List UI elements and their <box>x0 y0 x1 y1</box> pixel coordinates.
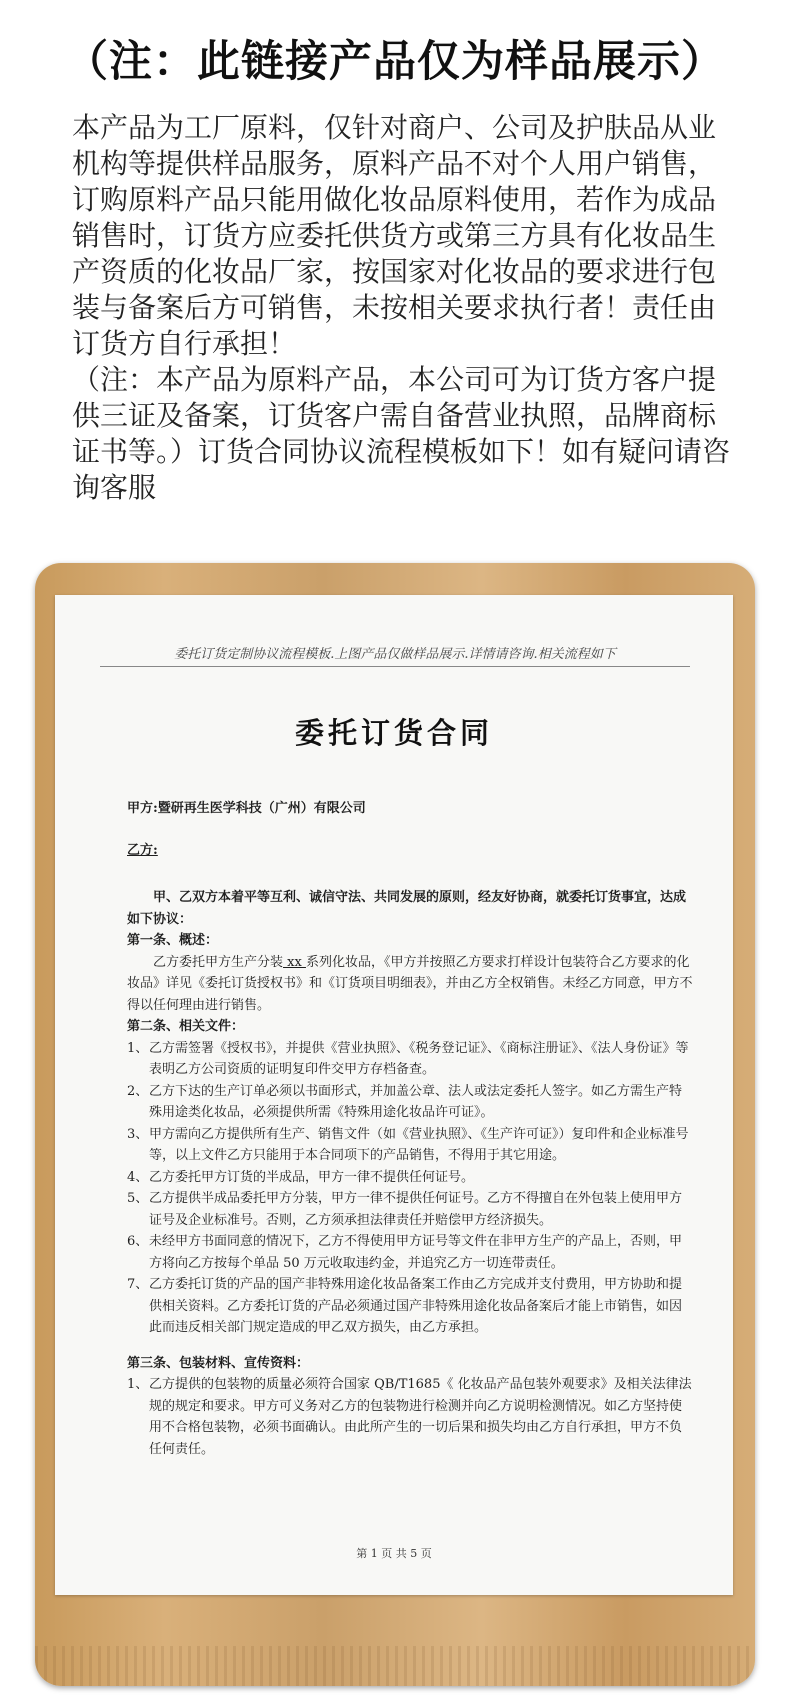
document-body <box>127 798 693 1460</box>
item-number: 1、 <box>127 1377 149 1392</box>
article-3-heading: 第三条、包装材料、宣传资料： <box>127 1355 310 1371</box>
party-b: 乙方: <box>127 842 158 858</box>
article-1-heading: 第一条、概述： <box>127 933 219 948</box>
item-text: 乙方提供的包装物的质量必须符合国家 QB/T1685《 化妆品产品包装外观要求》及相关法律法规的规定和要求。甲方可义务对乙方的包装物进行检测并向乙方说明检测情况。如乙方坚持使用不合格包装物，必须书面确认。由此所产生的一切后果和损失均由乙方自行承担，甲方不负任何责任。 <box>149 1377 692 1457</box>
document-header: 委托订货定制协议流程模板.上图产品仅做样品展示.详情请咨询.相关流程如下 <box>100 643 690 667</box>
document-title: 委托订货合同 <box>294 716 493 750</box>
item-text: 甲方需向乙方提供所有生产、销售文件（如《营业执照》、《生产许可证》）复印件和企业标准号等，以上文件乙方只能用于本合同项下的产品销售，不得用于其它用途。 <box>149 1126 689 1163</box>
article-2-heading: 第二条、相关文件： <box>127 1019 245 1034</box>
item-number: 4、 <box>127 1169 149 1185</box>
intro-paragraph-2: （注：本产品为原料产品，本公司可为订货方客户提供三证及备案，订货客户需自备营业执照，品牌商标证书等。）订货合同协议流程模板如下！如有疑问请咨询客服 <box>72 363 731 504</box>
item-text: 乙方提供半成品委托甲方分装，甲方一律不提供任何证号。乙方不得擅自在外包装上使用甲方证号及企业标准号。否则，乙方须承担法律责任并赔偿甲方经济损失。 <box>149 1191 683 1228</box>
item-number: 7、 <box>127 1277 149 1292</box>
item-number: 2、 <box>127 1083 149 1099</box>
item-text: 乙方下达的生产订单必须以书面形式，并加盖公章、法人或法定委托人签字。如乙方需生产特殊用途类化妆品，必须提供所需《特殊用途化妆品许可证》。 <box>149 1083 683 1120</box>
item-number: 6、 <box>127 1234 149 1249</box>
item-number: 3、 <box>127 1126 149 1142</box>
item-text: 未经甲方书面同意的情况下，乙方不得使用甲方证号等文件在非甲方生产的产品上，否则，甲方将向乙方按每个单品 50 万元收取违约金，并追究乙方一切连带责任。 <box>149 1234 683 1271</box>
intro-text <box>72 110 732 506</box>
article-1-text-before: 乙方委托甲方生产分装 <box>153 954 284 970</box>
item-text: 乙方需签署《授权书》，并提供《营业执照》、《税务登记证》、《商标注册证》、《法人身份证》等表明乙方公司资质的证明复印件交甲方存档备查。 <box>149 1040 689 1077</box>
article-2-item <box>127 1038 693 1081</box>
article-1-blank: xx <box>283 954 306 970</box>
item-number: 1、 <box>127 1040 149 1056</box>
article-1-text <box>127 952 693 1017</box>
party-a: 甲方:暨研再生医学科技（广州）有限公司 <box>127 801 366 816</box>
intro-paragraph-1: 本产品为工厂原料，仅针对商户、公司及护肤品从业机构等提供样品服务，原料产品不对个人用户销售，订购原料产品只能用做化妆品原料使用，若作为成品销售时，订货方应委托供货方或第三方具有化妆品生产资质的化妆品厂家，按国家对化妆品的要求进行包装与备案后方可销售，未按相关要求执行者！责任由订货方自行承担！ <box>72 111 717 360</box>
article-2-item <box>127 1124 693 1167</box>
article-2-item <box>127 1274 693 1339</box>
article-3-item <box>127 1374 693 1460</box>
article-2-item <box>127 1188 693 1231</box>
item-text: 乙方委托甲方订货的半成品，甲方一律不提供任何证号。 <box>149 1169 475 1185</box>
article-2-item <box>127 1081 693 1124</box>
article-2-item <box>127 1231 693 1274</box>
preamble: 甲、乙双方本着平等互利、诚信守法、共同发展的原则，经友好协商，就委托订货事宜，达成如下协议： <box>127 890 687 927</box>
contract-document <box>55 595 733 1595</box>
article-2-item <box>127 1167 693 1189</box>
page-number-footer: 第 1 页 共 5 页 <box>356 1547 432 1560</box>
page-headline: （注：此链接产品仅为样品展示） <box>65 37 725 87</box>
item-text: 乙方委托订货的产品的国产非特殊用途化妆品备案工作由乙方完成并支付费用，甲方协助和提供相关资料。乙方委托订货的产品必须通过国产非特殊用途化妆品备案后才能上市销售，如因此而违反相关部门规定造成的甲乙双方损失，由乙方承担。 <box>149 1277 683 1335</box>
article-1-text-after: 系列化妆品，《甲方并按照乙方要求打样设计包装符合乙方要求的化妆品》详见《委托订货授权书》和《订货项目明细表》，并由乙方全权销售。未经乙方同意，甲方不得以任何理由进行销售。 <box>127 954 693 1013</box>
item-number: 5、 <box>127 1191 149 1206</box>
